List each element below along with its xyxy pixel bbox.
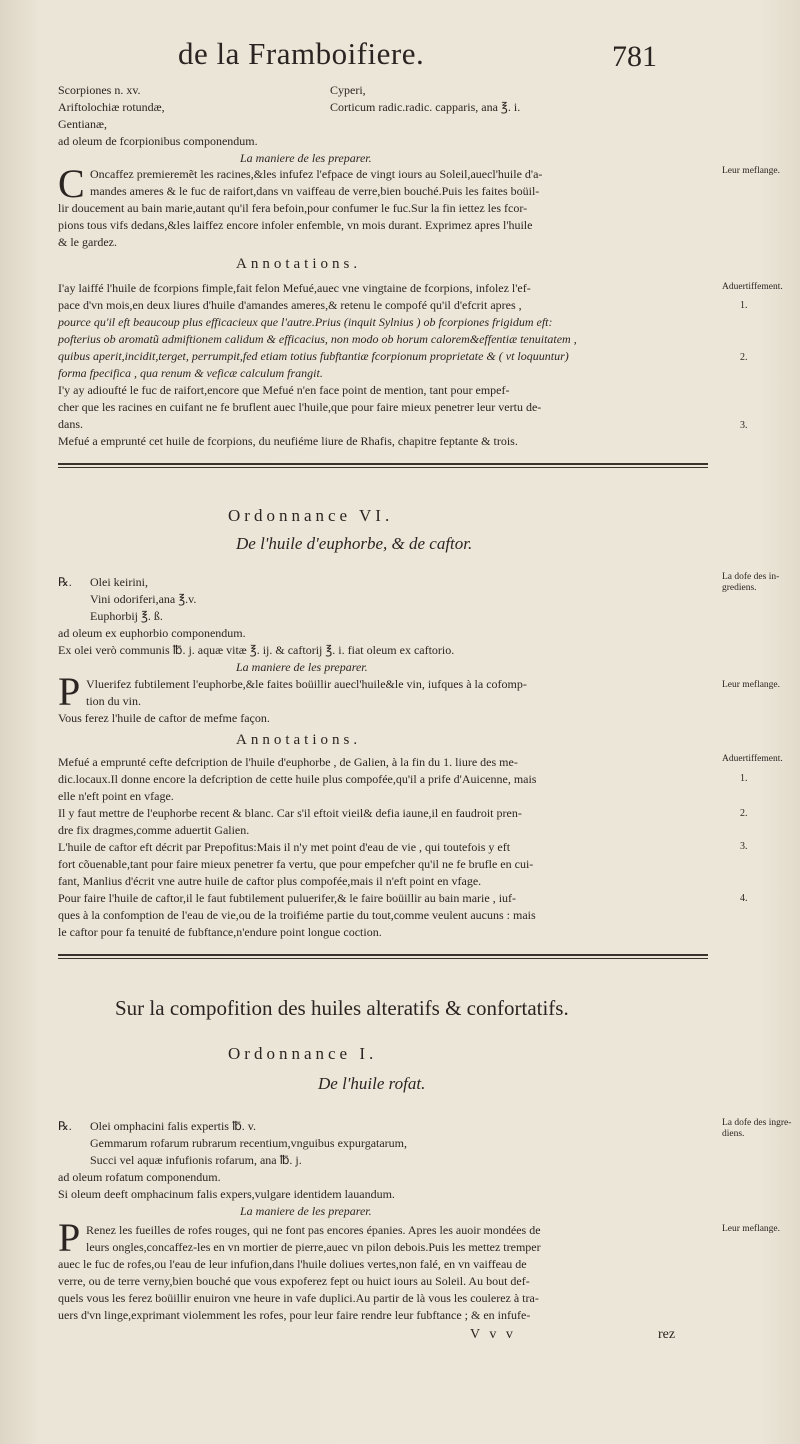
margin-number: 2. [740,808,748,819]
paragraph-line: quels vous les ferez boüillir enuiron vne heure in vafe duplici.Au partir de là vous les coulerez à tra- [58,1291,539,1305]
drop-cap: C [58,161,85,206]
paragraph-line: Mefué a emprunté cefte defcription de l'huile d'euphorbe , de Galien, à la fin du 1. liure des me- [58,755,518,769]
recipe-symbol: ℞. [58,575,72,589]
section-heading: Sur la compofition des huiles alteratifs & confortatifs. [115,996,569,1020]
paragraph-line: Renez les fueilles de rofes rouges, qui ne font pas encores épanies. Apres les auoir mondées de [86,1223,541,1237]
recipe-line: ad oleum rofatum componendum. [58,1170,221,1184]
margin-number: 1. [740,773,748,784]
annotations-heading: Annotations. [236,732,362,748]
running-head: de la Framboifiere. [178,36,425,71]
section-rule [58,467,708,468]
margin-number: 3. [740,420,748,431]
paragraph-line: pource qu'il eft beaucoup plus efficacieux que l'autre.Prius (inquit Sylnius ) ob fcorpiones frigidum eft: [58,315,553,329]
preparation-heading: La maniere de les preparer. [240,1204,372,1218]
page-number: 781 [612,40,657,73]
recipe-line: ad oleum de fcorpionibus componendum. [58,134,258,148]
drop-cap: P [58,1215,81,1260]
margin-note: Leur meflange. [722,166,781,176]
section-rule [58,958,708,959]
recipe-line: Olei keirini, [90,575,148,589]
paragraph-line: Mefué a emprunté cet huile de fcorpions, du neufiéme liure de Rhafis, chapitre feptante & trois. [58,434,518,448]
recipe-symbol: ℞. [58,1119,72,1133]
paragraph-line: dre fix dragmes,comme aduertit Galien. [58,823,250,837]
paragraph-line: cher que les racines en cuifant ne fe bruflent auec l'huile,que pour faire mieux penetrer leur vertu de- [58,400,542,414]
signature-mark: V v v [470,1327,516,1342]
margin-number: 4. [740,893,748,904]
recipe-line: Ariftolochiæ rotundæ, [58,100,165,114]
margin-note: Aduertiffement. [722,282,783,292]
paragraph-line: Il y faut mettre de l'euphorbe recent & blanc. Car s'il eftoit vieil& defia iaune,il en faudroit pren- [58,806,522,820]
ordonnance-subtitle: De l'huile d'euphorbe, & de caftor. [236,534,473,553]
paragraph-line: fant, Manlius d'écrit vne autre huile de caftor plus compofée,mais il n'eft point en vfage. [58,874,482,888]
margin-note: Aduertiffement. [722,754,783,764]
recipe-line: Vini odoriferi,ana ℥.v. [90,592,197,606]
paragraph-line: le caftor pour fa tenuité de fubftance,n'endure point longue coction. [58,925,382,939]
annotations-heading: Annotations. [236,256,362,272]
recipe-line: Cyperi, [330,83,366,97]
section-rule [58,463,708,465]
recipe-line: ad oleum ex euphorbio componendum. [58,626,246,640]
preparation-heading: La maniere de les preparer. [236,660,368,674]
paragraph-line: Vluerifez fubtilement l'euphorbe,&le faites boüillir auecl'huile&le vin, iufques à la cofomp- [86,677,527,691]
paragraph-line: dic.locaux.Il donne encore la defcription de cette huile plus compofée,qu'il a prife d'Auicenne, mais [58,772,537,786]
margin-note: Leur meflange. [722,1224,781,1234]
paragraph-line: ques à la confomption de l'eau de vie,ou de la troifiéme partie du tout,comme veulent aucuns : mais [58,908,536,922]
paragraph-line: dans. [58,417,83,431]
margin-note: La dofe des ingre-diens. [722,1118,792,1139]
recipe-line: Euphorbij ℥. ß. [90,609,163,623]
ordonnance-heading: Ordonnance VI. [228,506,394,525]
recipe-line: Scorpiones n. xv. [58,83,141,97]
paragraph-line: Pour faire l'huile de caftor,il le faut fubtilement puluerifer,& le faire boüillir au bain marie , iuf- [58,891,517,905]
recipe-line: Olei omphacini falis expertis ℔. v. [90,1119,256,1133]
paragraph-line: Vous ferez l'huile de caftor de mefme façon. [58,711,270,725]
margin-number: 3. [740,841,748,852]
paragraph-line: pions tous vifs dedans,&les laiffez encore infoler enfemble, vn mois durant. Exprimez apres l'huile [58,218,533,232]
paragraph-line: uers d'vn linge,exprimant violemment les rofes, pour leur faire rendre leur fubftance ; & en infufe- [58,1308,531,1322]
margin-number: 1. [740,300,748,311]
ordonnance-subtitle: De l'huile rofat. [318,1074,426,1093]
paragraph-line: quibus aperit,incidit,terget, perrumpit,fed etiam totius fubftantiæ fcorpionum proprietate & ( vt loquuntur) [58,349,569,363]
paragraph-line: auec le fuc de rofes,ou l'eau de leur infufion,dans l'huile doliues vertes,non falé, en vn vaiffeau de [58,1257,527,1271]
paragraph-line: pofterius ob aromatũ admiftionem calidum & efficacius, non modo ob horum calorem&effentiæ tenuitatem , [58,332,577,346]
paragraph-line: L'huile de caftor eft décrit par Prepofitus:Mais il n'y met point d'eau de vie , qui toutefois y eft [58,840,511,854]
paragraph-line: pace d'vn mois,en deux liures d'huile d'amandes ameres,& retenu le compofé qu'il d'efcrit apres , [58,298,522,312]
paragraph-line: fort cõuenable,tant pour faire mieux penetrer fa vertu, que pour empefcher qu'il ne fe brufle en cui- [58,857,534,871]
recipe-line: Ex olei verò communis ℔. j. aquæ vitæ ℥. ij. & caftorij ℥. i. fiat oleum ex caftorio. [58,643,455,657]
catchword: rez [658,1327,676,1342]
paragraph-line: Oncaffez premieremẽt les racines,&les infufez l'efpace de vingt iours au Soleil,auecl'huile d'a- [90,167,543,181]
drop-cap: P [58,669,81,714]
preparation-heading: La maniere de les preparer. [240,151,372,165]
paragraph-line: I'y ay adioufté le fuc de raifort,encore que Mefué n'en face point de mention, tant pour empef- [58,383,510,397]
section-rule [58,954,708,956]
margin-note: Leur meflange. [722,680,781,690]
paragraph-line: tion du vin. [86,694,142,708]
paragraph-line: verre, ou de terre verny,bien bouché que vous expoferez fept ou huict iours au Soleil. Au bout def- [58,1274,530,1288]
margin-number: 2. [740,352,748,363]
margin-note: La dofe des in-grediens. [722,572,780,593]
paragraph-line: I'ay laiffé l'huile de fcorpions fimple,fait felon Mefué,auec vne vingtaine de fcorpions, infolez l'ef- [58,281,531,295]
paragraph-line: mandes ameres & le fuc de raifort,dans vn vaiffeau de verre,bien bouché.Puis les faites boüil- [90,184,540,198]
paragraph-line: elle n'eft point en vfage. [58,789,174,803]
recipe-line: Gemmarum rofarum rubrarum recentium,vnguibus expurgatarum, [90,1136,408,1150]
paragraph-line: lir doucement au bain marie,autant qu'il fera befoin,pour confumer le fuc.Sur la fin iettez les fcor- [58,201,528,215]
recipe-line: Si oleum deeft omphacinum falis expers,vulgare identidem lauandum. [58,1187,395,1201]
recipe-line: Corticum radic.radic. capparis, ana ℥. i. [330,100,521,114]
recipe-line: Gentianæ, [58,117,107,131]
recipe-line: Succi vel aquæ infufionis rofarum, ana ℔. j. [90,1153,302,1167]
paragraph-line: forma fpecifica , qua renum & veficæ calculum frangit. [58,366,323,380]
paragraph-line: & le gardez. [58,235,117,249]
ordonnance-heading: Ordonnance I. [228,1044,378,1063]
paragraph-line: leurs ongles,concaffez-les en vn mortier de pierre,auec vn pilon debois.Puis les mettez tremper [86,1240,541,1254]
